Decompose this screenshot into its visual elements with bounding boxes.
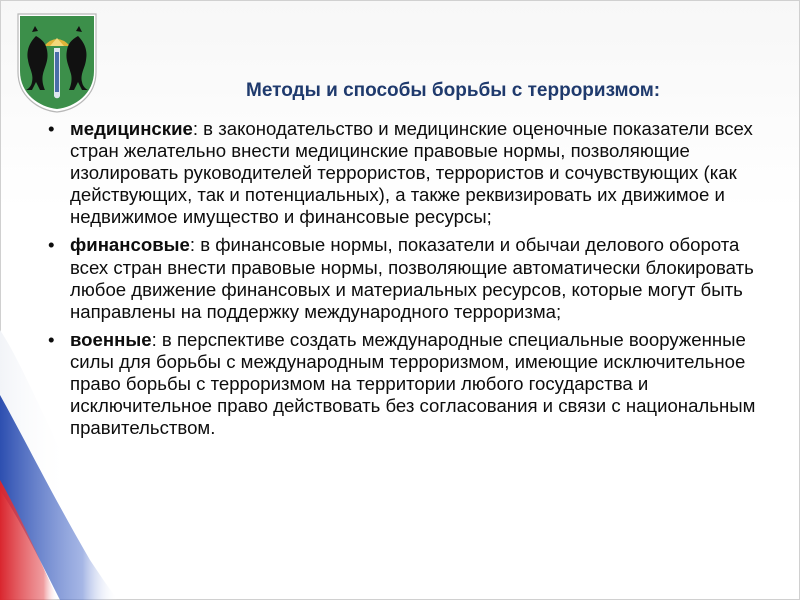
bullet-icon: •: [48, 118, 55, 139]
term-military: военные: [70, 328, 152, 350]
list-item-financial: [48, 234, 778, 322]
bullet-icon: •: [48, 328, 55, 350]
term-medical: медицинские: [70, 118, 193, 139]
slide-title: Методы и способы борьбы с терроризмом:: [246, 80, 661, 101]
item-text: : в законодательство и медицинские оценочные показатели всех стран желательно внести медицинские правовые нормы, позволяющие изолировать руководителей террористов, террористов и сочувствующих (как действующих, так и потенциальных), а также реквизировать их движимое и недвижимое имущество и финансовые ресурсы;: [70, 118, 753, 228]
term-financial: финансовые: [70, 234, 190, 256]
bullet-list: [48, 118, 778, 445]
list-item-military: [48, 329, 778, 439]
item-text: : в перспективе создать международные специальные вооруженные силы для борьбы с международным терроризмом, имеющие исключительное право борьбы с терроризмом на территории любого государства и исключительное право действовать без согласования и связи с национальным правительством.: [70, 328, 756, 439]
coat-of-arms-icon: [14, 10, 100, 114]
bullet-icon: •: [48, 234, 55, 256]
list-item-medical: [48, 118, 778, 228]
item-text: : в финансовые нормы, показатели и обычаи делового оборота всех стран внести правовые нормы, позволяющие автоматически блокировать любое движение финансовых и материальных ресурсов, которые могут быть направлены на поддержку международного терроризма;: [70, 234, 754, 322]
